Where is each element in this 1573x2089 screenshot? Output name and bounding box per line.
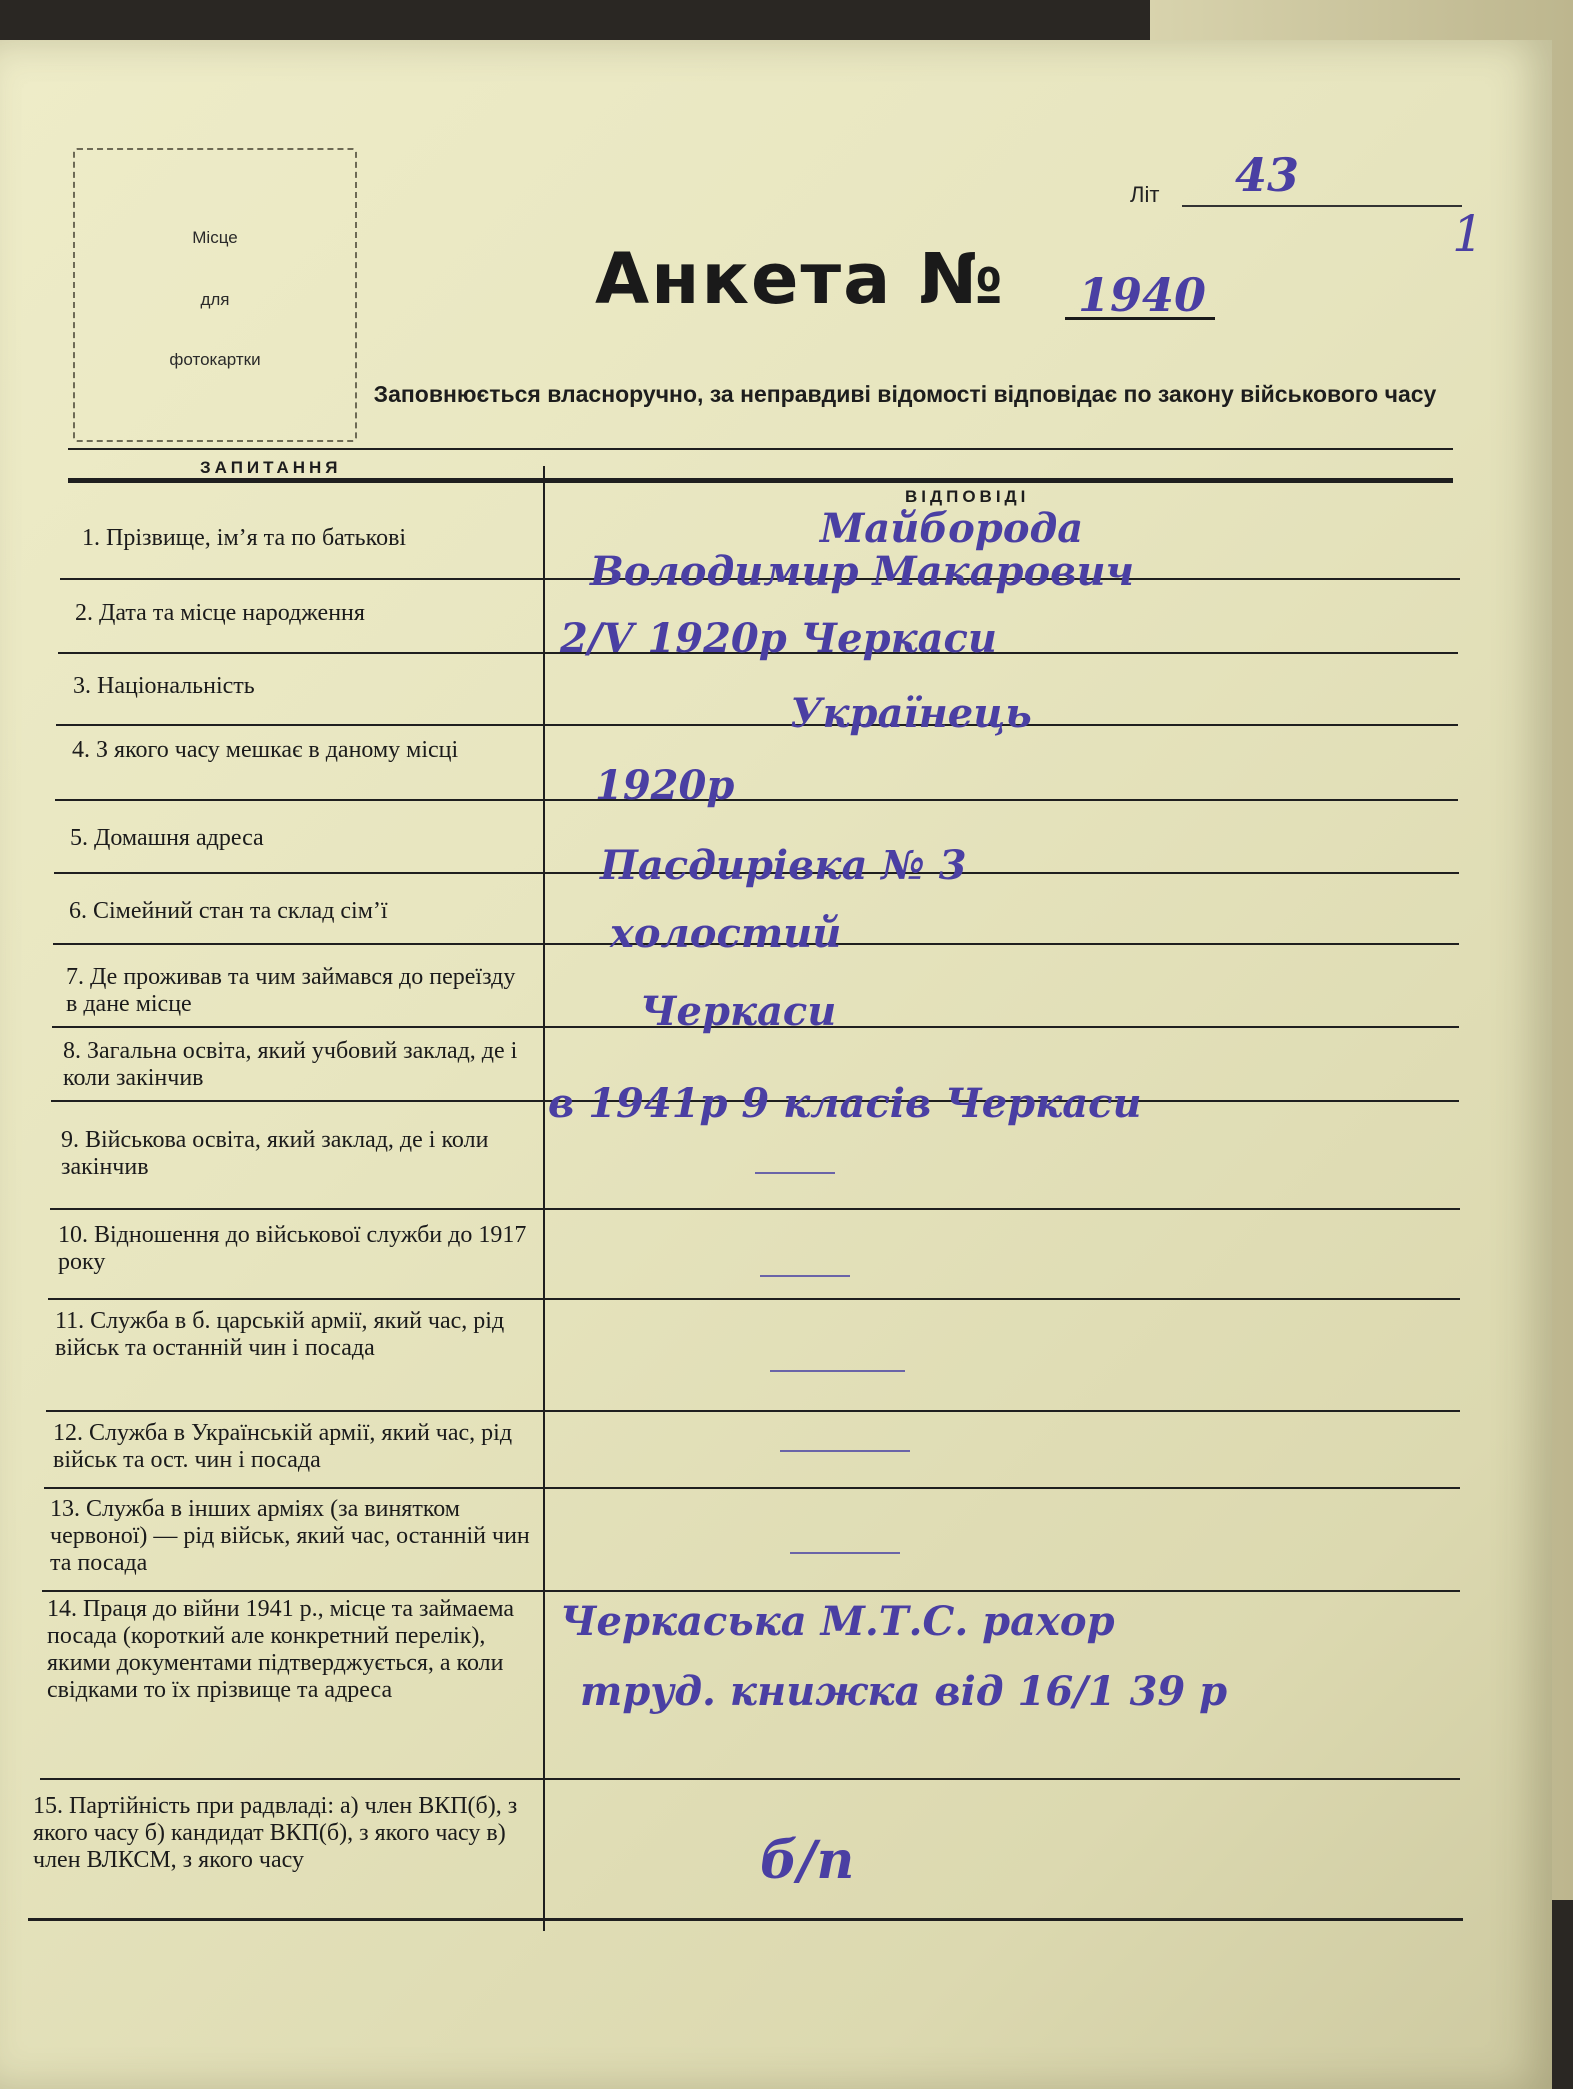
form-title: Анкета № (595, 238, 1005, 320)
row-separator (46, 1410, 1460, 1412)
answer-14-line2: труд. книжка від 16/1 39 р (580, 1668, 1228, 1715)
question-10: 10. Відношення до військової служби до 1917 року (58, 1222, 527, 1275)
question-4: 4. З якого часу мешкає в даному місці (72, 737, 459, 763)
answer-5: Пасдирівка № 3 (600, 842, 967, 889)
photo-label-1: Місце (192, 228, 238, 247)
photo-label-2: для (200, 290, 230, 309)
answer-10-dash (760, 1275, 850, 1277)
answer-14-line1: Черкаська М.Т.С. рахор (560, 1598, 1115, 1645)
question-3: 3. Національність (73, 673, 255, 699)
answer-11-dash (770, 1370, 905, 1372)
question-13: 13. Служба в інших арміях (за винятком червоної) — рід військ, який час, останній чин та посада (50, 1496, 530, 1576)
table-header-rule (68, 478, 1453, 483)
question-6: 6. Сімейний стан та склад сім’ї (69, 898, 388, 924)
question-15: 15. Партійність при радвладі: а) член ВКП(б), з якого часу б) кандидат ВКП(б), з якого часу в) член ВЛКСМ, з якого часу (33, 1793, 518, 1873)
lit-value: 43 (1235, 148, 1300, 202)
question-12: 12. Служба в Українській армії, який час, рід військ та ост. чин і посада (53, 1420, 513, 1473)
question-14: 14. Праця до війни 1941 р., місце та займаема посада (короткий але конкретний перелік), якими документами підтверджується, а коли свідками то їх прізвище та адреса (47, 1596, 515, 1703)
row-separator (44, 1487, 1460, 1489)
form-subtitle: Заповнюється власноручно, за неправдиві відомості відповідає по закону військового часу (373, 381, 1437, 407)
corner-number: 1 (1452, 205, 1484, 263)
answer-7: Черкаси (640, 988, 837, 1035)
lit-underline (1182, 205, 1462, 207)
photo-label-3: фотокартки (169, 350, 261, 369)
row-separator (56, 724, 1458, 726)
answer-3: Українець (790, 690, 1032, 737)
table-bottom-rule (28, 1918, 1463, 1921)
question-9: 9. Військова освіта, який заклад, де і коли закінчив (61, 1127, 489, 1180)
answer-1-surname: Майборода (820, 505, 1084, 552)
answer-9-dash (755, 1172, 835, 1174)
table-column-divider (543, 466, 545, 1931)
question-2: 2. Дата та місце народження (75, 600, 365, 626)
question-1: 1. Прізвище, ім’я та по батькові (82, 525, 407, 551)
answer-2: 2/V 1920р Черкаси (560, 615, 997, 662)
form-number-underline (1065, 317, 1215, 320)
row-separator (50, 1208, 1460, 1210)
header-questions: ЗАПИТАННЯ (200, 458, 342, 477)
row-separator (55, 799, 1458, 801)
answer-1-name: Володимир Макарович (590, 548, 1135, 595)
answer-15: б/п (760, 1830, 855, 1891)
question-5: 5. Домашня адреса (70, 825, 264, 851)
answer-6: холостий (610, 910, 842, 957)
row-separator (48, 1298, 1460, 1300)
answer-8: в 1941р 9 класів Черкаси (548, 1080, 1142, 1127)
row-separator (42, 1590, 1460, 1592)
question-7: 7. Де проживав та чим займався до переїзду в дане місце (66, 964, 516, 1017)
lit-label: Літ (1130, 182, 1160, 207)
form-number: 1940 (1078, 268, 1207, 322)
photo-placeholder (73, 148, 357, 442)
answer-13-dash (790, 1552, 900, 1554)
answer-12-dash (780, 1450, 910, 1452)
row-separator (40, 1778, 1460, 1780)
table-top-rule (68, 448, 1453, 450)
header-answers: ВІДПОВІДІ (905, 487, 1030, 506)
answer-4: 1920р (595, 762, 735, 809)
question-11: 11. Служба в б. царській армії, який час, рід військ та останній чин і посада (55, 1308, 505, 1361)
question-8: 8. Загальна освіта, який учбовий заклад, де і коли закінчив (63, 1038, 518, 1091)
